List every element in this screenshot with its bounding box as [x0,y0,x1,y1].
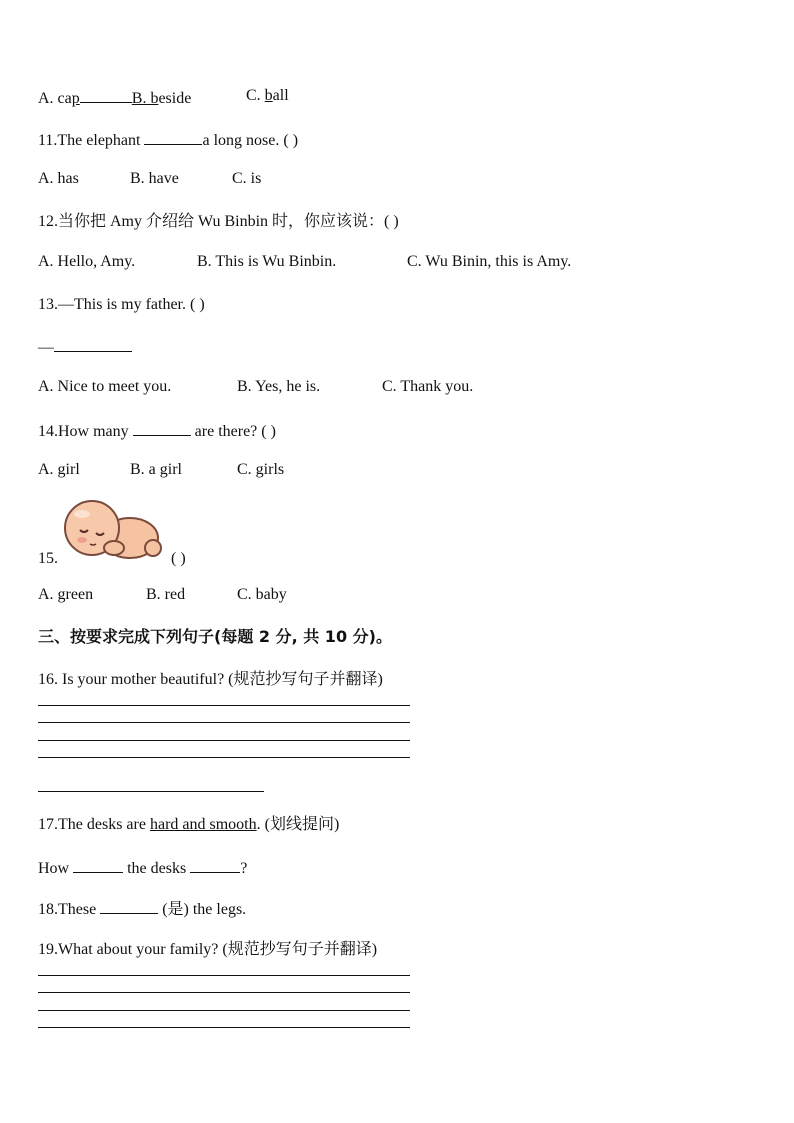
q15-paren: ( ) [171,550,186,567]
q14-option-a: A. girl [38,461,80,478]
q19-stem: 19.What about your family? (规范抄写句子并翻译) [38,941,378,958]
q17-answer-blank-2[interactable] [190,857,240,873]
q13-option-c: C. Thank you. [382,378,474,395]
q10-option-c-underlined: b [264,87,273,104]
q18-answer-blank[interactable] [100,898,158,914]
q16-writing-line-2[interactable] [38,722,410,723]
q10-gap-blank [80,87,132,103]
q11-option-a: A. has [38,170,79,187]
q17-answer-question-mark: ? [240,860,248,877]
q12-option-b: B. This is Wu Binbin. [197,253,337,270]
q10-option-c [246,87,289,105]
q19-writing-line-3[interactable] [38,1010,410,1011]
q10-option-c-rest: all [272,87,289,104]
q14-option-c: C. girls [237,461,285,478]
q16-stem: 16. Is your mother beautiful? (规范抄写句子并翻译) [38,671,383,688]
q14-option-b: B. a girl [130,461,182,478]
q16-writing-line-1[interactable] [38,705,410,706]
sleeping-baby-icon [60,500,164,562]
q11-stem-after: a long nose. ( ) [202,132,299,149]
q12-option-c: C. Wu Binin, this is Amy. [407,253,572,270]
q18-stem-after: (是) the legs. [158,901,247,918]
q17-answer [38,857,247,879]
q15-option-c: C. baby [237,586,287,603]
q18-stem [38,898,246,920]
q10-option-c-prefix: C. [246,87,265,104]
q15-option-a: A. green [38,586,94,603]
q11-stem-before: 11.The elephant [38,132,145,149]
q14-stem-before: 14.How many [38,423,133,440]
q18-stem-before: 18.These [38,901,101,918]
q11-option-b: B. have [130,170,179,187]
q14-stem-after: are there? ( ) [190,423,276,440]
q13-option-a: A. Nice to meet you. [38,378,172,395]
q19-writing-line-1[interactable] [38,975,410,976]
q19-writing-line-2[interactable] [38,992,410,993]
q11-stem [38,129,298,151]
q17-stem-before: 17.The desks are [38,816,150,833]
q13-stem: 13.—This is my father. ( ) [38,296,205,313]
section-3-heading: 三、按要求完成下列句子(每题 2 分, 共 10 分)。 [38,627,392,646]
q13-response [38,336,132,358]
q12-stem: 12.当你把 Amy 介绍给 Wu Binbin 时，你应该说：( ) [38,213,399,230]
q15-option-b: B. red [146,586,186,603]
q10-option-a-prefix: A. ca [38,90,72,107]
q17-answer-the-desks: the desks [123,860,191,877]
q14-answer-blank[interactable] [133,420,191,436]
q15-number: 15. [38,550,58,567]
q16-writing-line-3[interactable] [38,740,410,741]
q17-answer-blank-1[interactable] [73,857,123,873]
q16-writing-line-4[interactable] [38,757,410,758]
q10-option-a-underlined: p [71,90,80,107]
q11-option-c: C. is [232,170,262,187]
q14-stem [38,420,276,442]
q12-option-a: A. Hello, Amy. [38,253,136,270]
q17-stem [38,815,339,835]
q17-underlined-phrase: hard and smooth [149,816,257,833]
q10-option-b-underlined: B. b [131,90,159,107]
q16-translation-line[interactable] [38,791,264,792]
q10-option-b-rest: eside [158,90,192,107]
q13-option-b: B. Yes, he is. [237,378,321,395]
q13-answer-blank[interactable] [54,336,132,352]
q11-answer-blank[interactable] [144,129,202,145]
q17-stem-after: . (划线提问) [256,816,340,833]
q19-writing-line-4[interactable] [38,1027,410,1028]
q17-answer-how: How [38,860,74,877]
q10-options [38,87,191,109]
q13-dash: — [38,339,54,356]
